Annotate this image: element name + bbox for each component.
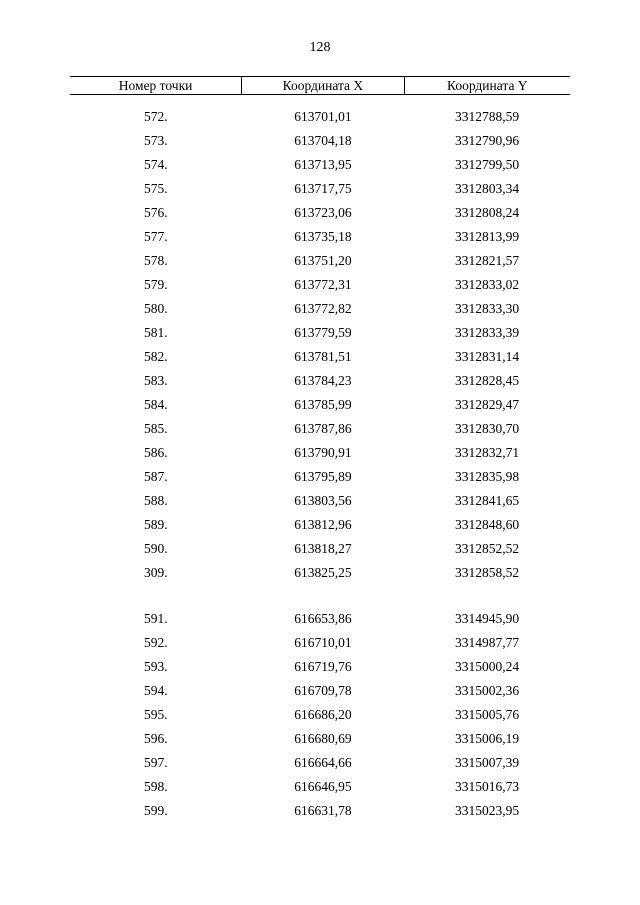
coordinate-y: 3312828,45 [454,373,520,388]
table-row [70,297,570,321]
coordinate-y: 3312799,50 [454,157,520,172]
table-row [70,249,570,273]
page-number: 128 [309,40,331,55]
table-row [70,345,570,369]
table-row [70,465,570,489]
coordinate-y: 3312803,34 [454,181,520,196]
point-number: 594. [144,683,168,698]
coordinate-x: 613779,59 [294,325,352,340]
coordinate-y: 3312829,47 [454,397,520,412]
point-number: 579. [144,277,168,292]
point-number: 572. [144,109,168,124]
point-number: 596. [144,731,168,746]
table-row [70,513,570,537]
coordinate-y: 3315007,39 [454,755,520,770]
coordinate-y: 3315005,76 [454,707,520,722]
point-number: 585. [144,421,168,436]
point-number: 584. [144,397,168,412]
table-row [70,727,570,751]
table-row [70,105,570,129]
table-row [70,201,570,225]
header-coordinate-y: Координата Y [404,77,570,95]
coordinate-y: 3312833,30 [454,301,520,316]
coordinate-y: 3315023,95 [454,803,520,818]
coordinate-y: 3312821,57 [454,253,520,268]
point-number: 574. [144,157,168,172]
table-row [70,703,570,727]
table-row [70,679,570,703]
point-number: 592. [144,635,168,650]
coordinate-x: 613772,31 [294,277,352,292]
table-row [70,631,570,655]
coordinate-y: 3312832,71 [454,445,520,460]
point-number: 573. [144,133,168,148]
table-row [70,321,570,345]
header-coordinate-x: Координата X [242,77,404,95]
coordinate-x: 613784,23 [294,373,352,388]
coordinate-y: 3314987,77 [454,635,520,650]
point-number: 595. [144,707,168,722]
table-row [70,177,570,201]
coordinate-y: 3315006,19 [454,731,520,746]
coordinate-y: 3312830,70 [454,421,520,436]
point-number: 588. [144,493,168,508]
header-point-number: Номер точки [70,77,242,95]
coordinate-x: 613717,75 [294,181,352,196]
coordinate-y: 3314945,90 [454,611,520,626]
coordinate-y: 3315000,24 [454,659,520,674]
coordinate-x: 613812,96 [294,517,352,532]
coordinate-y: 3312833,02 [454,277,520,292]
table-group-gap [70,585,570,607]
point-number: 576. [144,205,168,220]
table-row [70,799,570,823]
table-row [70,393,570,417]
point-number: 590. [144,541,168,556]
point-number: 575. [144,181,168,196]
table-row [70,153,570,177]
coordinate-x: 613772,82 [294,301,352,316]
coordinate-x: 613751,20 [294,253,352,268]
table-header-row [70,77,570,95]
table-row [70,489,570,513]
point-number: 598. [144,779,168,794]
coordinate-y: 3312790,96 [454,133,520,148]
point-number: 589. [144,517,168,532]
point-number: 577. [144,229,168,244]
point-number: 597. [144,755,168,770]
coordinate-y: 3315002,36 [454,683,520,698]
coordinate-x: 616664,66 [294,755,352,770]
table-row [70,751,570,775]
point-number: 587. [144,469,168,484]
table-row [70,273,570,297]
coordinate-x: 613713,95 [294,157,352,172]
table-row [70,129,570,153]
point-number: 580. [144,301,168,316]
table-row [70,441,570,465]
coordinate-x: 613790,91 [294,445,352,460]
coordinate-x: 613701,01 [294,109,352,124]
point-number: 583. [144,373,168,388]
point-number: 586. [144,445,168,460]
table-row [70,775,570,799]
coordinate-x: 616631,78 [294,803,352,818]
coordinate-x: 616710,01 [294,635,352,650]
table-row [70,417,570,441]
coordinate-y: 3315016,73 [454,779,520,794]
coordinate-y: 3312841,65 [454,493,520,508]
point-number: 581. [144,325,168,340]
table-row [70,655,570,679]
table-spacer [70,95,570,106]
point-number: 309. [144,565,168,580]
coordinate-y: 3312833,39 [454,325,520,340]
table-row [70,607,570,631]
coordinate-y: 3312813,99 [454,229,520,244]
coordinate-x: 613704,18 [294,133,352,148]
coordinate-y: 3312858,52 [454,565,520,580]
coordinate-x: 616719,76 [294,659,352,674]
coordinates-table [70,76,570,823]
coordinate-y: 3312808,24 [454,205,520,220]
coordinate-x: 613795,89 [294,469,352,484]
coordinate-x: 613787,86 [294,421,352,436]
coordinate-x: 613818,27 [294,541,352,556]
coordinate-x: 616686,20 [294,707,352,722]
coordinate-y: 3312852,52 [454,541,520,556]
coordinate-x: 613735,18 [294,229,352,244]
coordinate-x: 616653,86 [294,611,352,626]
table-row [70,561,570,585]
coordinate-y: 3312835,98 [454,469,520,484]
point-number: 582. [144,349,168,364]
coordinate-x: 613723,06 [294,205,352,220]
coordinate-x: 613825,25 [294,565,352,580]
table-row [70,369,570,393]
point-number: 591. [144,611,168,626]
coordinate-y: 3312788,59 [454,109,520,124]
point-number: 578. [144,253,168,268]
coordinate-x: 616646,95 [294,779,352,794]
table-row [70,537,570,561]
coordinate-x: 613803,56 [294,493,352,508]
point-number: 599. [144,803,168,818]
coordinate-y: 3312831,14 [454,349,520,364]
table-row [70,225,570,249]
coordinate-x: 613785,99 [294,397,352,412]
coordinate-y: 3312848,60 [454,517,520,532]
coordinate-x: 616680,69 [294,731,352,746]
coordinate-x: 616709,78 [294,683,352,698]
coordinate-x: 613781,51 [294,349,352,364]
point-number: 593. [144,659,168,674]
